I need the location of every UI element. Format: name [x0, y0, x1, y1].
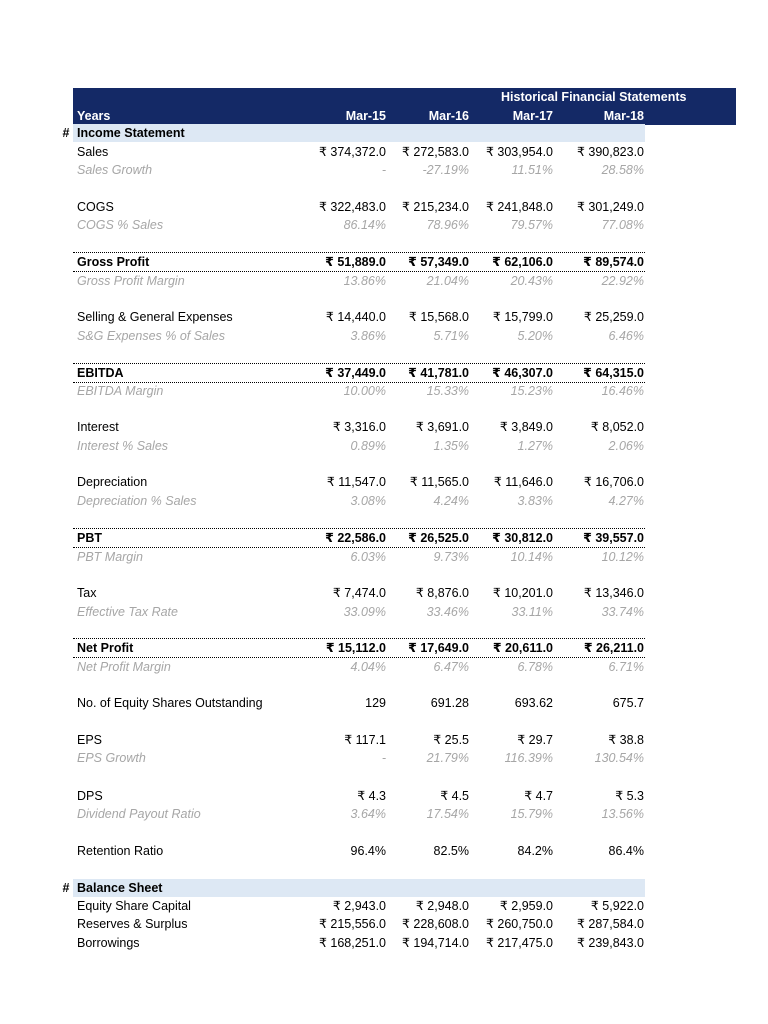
cell: 10.12%: [601, 550, 644, 564]
cell: ₹ 22,586.0: [325, 531, 386, 545]
row-label: EPS Growth: [77, 751, 146, 765]
row-label: Depreciation: [77, 475, 148, 489]
row-label: Interest % Sales: [77, 439, 169, 453]
cell: -27.19%: [422, 163, 469, 177]
row-label: S&G Expenses % of Sales: [77, 329, 225, 343]
cell: 0.89%: [350, 439, 386, 453]
cell: 3.86%: [350, 329, 386, 343]
cell: 16.46%: [601, 384, 644, 398]
cell: 10.00%: [343, 384, 386, 398]
cell: 1.27%: [517, 439, 553, 453]
cell: ₹ 51,889.0: [325, 255, 386, 269]
row-label: Sales Growth: [77, 163, 153, 177]
cell: 33.46%: [426, 605, 469, 619]
row-label: Borrowings: [77, 936, 140, 950]
cell: ₹ 14,440.0: [325, 310, 386, 324]
section-balance-sheet: [73, 879, 645, 897]
cell: ₹ 390,823.0: [576, 145, 644, 159]
cell: -: [381, 751, 386, 765]
table-row: [73, 694, 645, 712]
section-label: Income Statement: [77, 126, 185, 140]
cell: 15.33%: [426, 384, 469, 398]
cell: 675.7: [612, 696, 644, 710]
cell: ₹ 5.3: [615, 789, 644, 803]
table-row: [73, 897, 645, 915]
cell: ₹ 3,316.0: [332, 420, 386, 434]
table-row: [73, 272, 645, 290]
column-header-mar-18: Mar-18: [603, 109, 644, 123]
cell: ₹ 11,547.0: [326, 475, 386, 489]
cell: ₹ 3,849.0: [499, 420, 553, 434]
row-label: Tax: [77, 586, 97, 600]
cell: ₹ 46,307.0: [492, 366, 553, 380]
row-label: COGS: [77, 200, 114, 214]
table-row: [73, 787, 645, 805]
cell: ₹ 30,812.0: [492, 531, 553, 545]
row-label: No. of Equity Shares Outstanding: [77, 696, 263, 710]
cell: ₹ 322,483.0: [318, 200, 386, 214]
column-header-mar-15: Mar-15: [345, 109, 386, 123]
cell: 10.14%: [510, 550, 553, 564]
cell: 22.92%: [601, 274, 644, 288]
cell: ₹ 7,474.0: [332, 586, 386, 600]
table-row: [73, 915, 645, 933]
cell: 21.79%: [426, 751, 469, 765]
column-header-mar-17: Mar-17: [512, 109, 553, 123]
cell: 84.2%: [517, 844, 553, 858]
section-income-statement: [73, 124, 645, 142]
cell: ₹ 2,948.0: [415, 899, 469, 913]
cell: ₹ 26,525.0: [408, 531, 469, 545]
cell: ₹ 117.1: [344, 733, 386, 747]
table-row: [73, 143, 645, 161]
table-row: [73, 749, 645, 767]
cell: ₹ 13,346.0: [583, 586, 644, 600]
cell: 82.5%: [433, 844, 469, 858]
cell: ₹ 301,249.0: [576, 200, 644, 214]
cell: ₹ 62,106.0: [492, 255, 553, 269]
row-label: PBT Margin: [77, 550, 143, 564]
cell: ₹ 11,565.0: [409, 475, 469, 489]
table-row: [73, 473, 645, 491]
row-label: Equity Share Capital: [77, 899, 191, 913]
row-label: Gross Profit: [77, 255, 150, 269]
header-row: [73, 107, 645, 125]
cell: 4.24%: [433, 494, 469, 508]
table-row: [73, 198, 645, 216]
cell: ₹ 287,584.0: [576, 917, 644, 931]
row-label: EPS: [77, 733, 103, 747]
table-row: [73, 437, 645, 455]
cell: ₹ 260,750.0: [485, 917, 553, 931]
table-row: [73, 161, 645, 179]
cell: ₹ 15,112.0: [325, 641, 386, 655]
row-label: Selling & General Expenses: [77, 310, 233, 324]
years-label: Years: [77, 109, 111, 123]
row-label: DPS: [77, 789, 103, 803]
cell: 17.54%: [426, 807, 469, 821]
cell: 3.08%: [350, 494, 386, 508]
cell: ₹ 39,557.0: [583, 531, 644, 545]
cell: ₹ 15,568.0: [408, 310, 469, 324]
cell: ₹ 11,646.0: [493, 475, 553, 489]
table-row: [73, 658, 645, 676]
cell: ₹ 26,211.0: [583, 641, 644, 655]
cell: ₹ 64,315.0: [583, 366, 644, 380]
cell: ₹ 38.8: [608, 733, 644, 747]
cell: 86.4%: [608, 844, 644, 858]
cell: ₹ 168,251.0: [318, 936, 386, 950]
row-label: Dividend Payout Ratio: [77, 807, 201, 821]
cell: ₹ 57,349.0: [408, 255, 469, 269]
row-label: Net Profit Margin: [77, 660, 171, 674]
cell: 9.73%: [433, 550, 469, 564]
cell: ₹ 272,583.0: [401, 145, 469, 159]
cell: 5.71%: [433, 329, 469, 343]
cell: 96.4%: [350, 844, 386, 858]
cell: 6.71%: [608, 660, 644, 674]
row-label: COGS % Sales: [77, 218, 164, 232]
sheet-title: Historical Financial Statements: [501, 90, 687, 104]
cell: 6.78%: [517, 660, 553, 674]
cell: 6.03%: [350, 550, 386, 564]
row-label: Sales: [77, 145, 109, 159]
cell: ₹ 3,691.0: [415, 420, 469, 434]
table-row: [73, 842, 645, 860]
cell: 33.74%: [601, 605, 644, 619]
row-label: Depreciation % Sales: [77, 494, 197, 508]
cell: ₹ 29.7: [517, 733, 553, 747]
cell: 3.64%: [350, 807, 386, 821]
cell: ₹ 41,781.0: [408, 366, 469, 380]
table-row: [73, 216, 645, 234]
cell: ₹ 15,799.0: [492, 310, 553, 324]
cell: 21.04%: [426, 274, 469, 288]
cell: 116.39%: [504, 751, 553, 765]
table-row: [73, 603, 645, 621]
row-label: Effective Tax Rate: [77, 605, 178, 619]
cell: ₹ 228,608.0: [401, 917, 469, 931]
cell: ₹ 25.5: [433, 733, 469, 747]
table-row: [73, 805, 645, 823]
cell: ₹ 25,259.0: [583, 310, 644, 324]
cell: ₹ 8,052.0: [590, 420, 644, 434]
cell: ₹ 194,714.0: [401, 936, 469, 950]
cell: ₹ 37,449.0: [325, 366, 386, 380]
cell: ₹ 4.7: [524, 789, 553, 803]
table-row: [73, 934, 645, 952]
cell: 4.04%: [350, 660, 386, 674]
cell: ₹ 16,706.0: [583, 475, 644, 489]
table-row-gross-profit: [73, 252, 645, 272]
section-marker: #: [62, 881, 70, 895]
cell: ₹ 2,959.0: [499, 899, 553, 913]
cell: ₹ 2,943.0: [332, 899, 386, 913]
row-label: Retention Ratio: [77, 844, 164, 858]
cell: 77.08%: [601, 218, 644, 232]
table-header: [73, 88, 736, 125]
cell: 3.83%: [517, 494, 553, 508]
row-label: EBITDA: [77, 366, 124, 380]
cell: ₹ 89,574.0: [583, 255, 644, 269]
cell: 11.51%: [511, 163, 553, 177]
cell: ₹ 303,954.0: [485, 145, 553, 159]
section-label: Balance Sheet: [77, 881, 163, 895]
cell: 20.43%: [510, 274, 553, 288]
cell: 6.47%: [433, 660, 469, 674]
table-row: [73, 418, 645, 436]
cell: 2.06%: [608, 439, 644, 453]
cell: ₹ 10,201.0: [492, 586, 553, 600]
cell: ₹ 4.3: [357, 789, 386, 803]
row-label: EBITDA Margin: [77, 384, 164, 398]
cell: ₹ 241,848.0: [485, 200, 553, 214]
row-label: Interest: [77, 420, 119, 434]
cell: 13.86%: [343, 274, 386, 288]
cell: 78.96%: [426, 218, 469, 232]
cell: ₹ 217,475.0: [485, 936, 553, 950]
cell: ₹ 215,234.0: [401, 200, 469, 214]
cell: 4.27%: [608, 494, 644, 508]
cell: 13.56%: [601, 807, 644, 821]
row-label: Gross Profit Margin: [77, 274, 185, 288]
cell: ₹ 239,843.0: [576, 936, 644, 950]
cell: 1.35%: [433, 439, 469, 453]
section-marker: #: [62, 126, 70, 140]
table-row: [73, 731, 645, 749]
cell: 5.20%: [517, 329, 553, 343]
table-row: [73, 492, 645, 510]
table-row: [73, 584, 645, 602]
cell: ₹ 8,876.0: [415, 586, 469, 600]
row-label: PBT: [77, 531, 102, 545]
cell: 691.28: [430, 696, 469, 710]
cell: ₹ 20,611.0: [492, 641, 553, 655]
cell: 130.54%: [594, 751, 644, 765]
cell: 33.09%: [343, 605, 386, 619]
row-label: Reserves & Surplus: [77, 917, 188, 931]
table-row: [73, 327, 645, 345]
row-label: Net Profit: [77, 641, 134, 655]
cell: 6.46%: [608, 329, 644, 343]
cell: ₹ 5,922.0: [590, 899, 644, 913]
cell: 28.58%: [601, 163, 644, 177]
table-row: [73, 548, 645, 566]
cell: 15.79%: [510, 807, 553, 821]
table-row-pbt: [73, 528, 645, 548]
cell: ₹ 215,556.0: [318, 917, 386, 931]
cell: -: [381, 163, 386, 177]
table-row: [73, 308, 645, 326]
cell: 86.14%: [343, 218, 386, 232]
cell: ₹ 374,372.0: [318, 145, 386, 159]
column-header-mar-16: Mar-16: [428, 109, 469, 123]
table-row: [73, 382, 645, 400]
cell: 79.57%: [510, 218, 553, 232]
table-row-net-profit: [73, 638, 645, 658]
table-row-ebitda: [73, 363, 645, 383]
cell: ₹ 17,649.0: [408, 641, 469, 655]
cell: 129: [365, 696, 386, 710]
cell: ₹ 4.5: [440, 789, 469, 803]
cell: 33.11%: [511, 605, 553, 619]
cell: 15.23%: [510, 384, 553, 398]
cell: 693.62: [514, 696, 553, 710]
